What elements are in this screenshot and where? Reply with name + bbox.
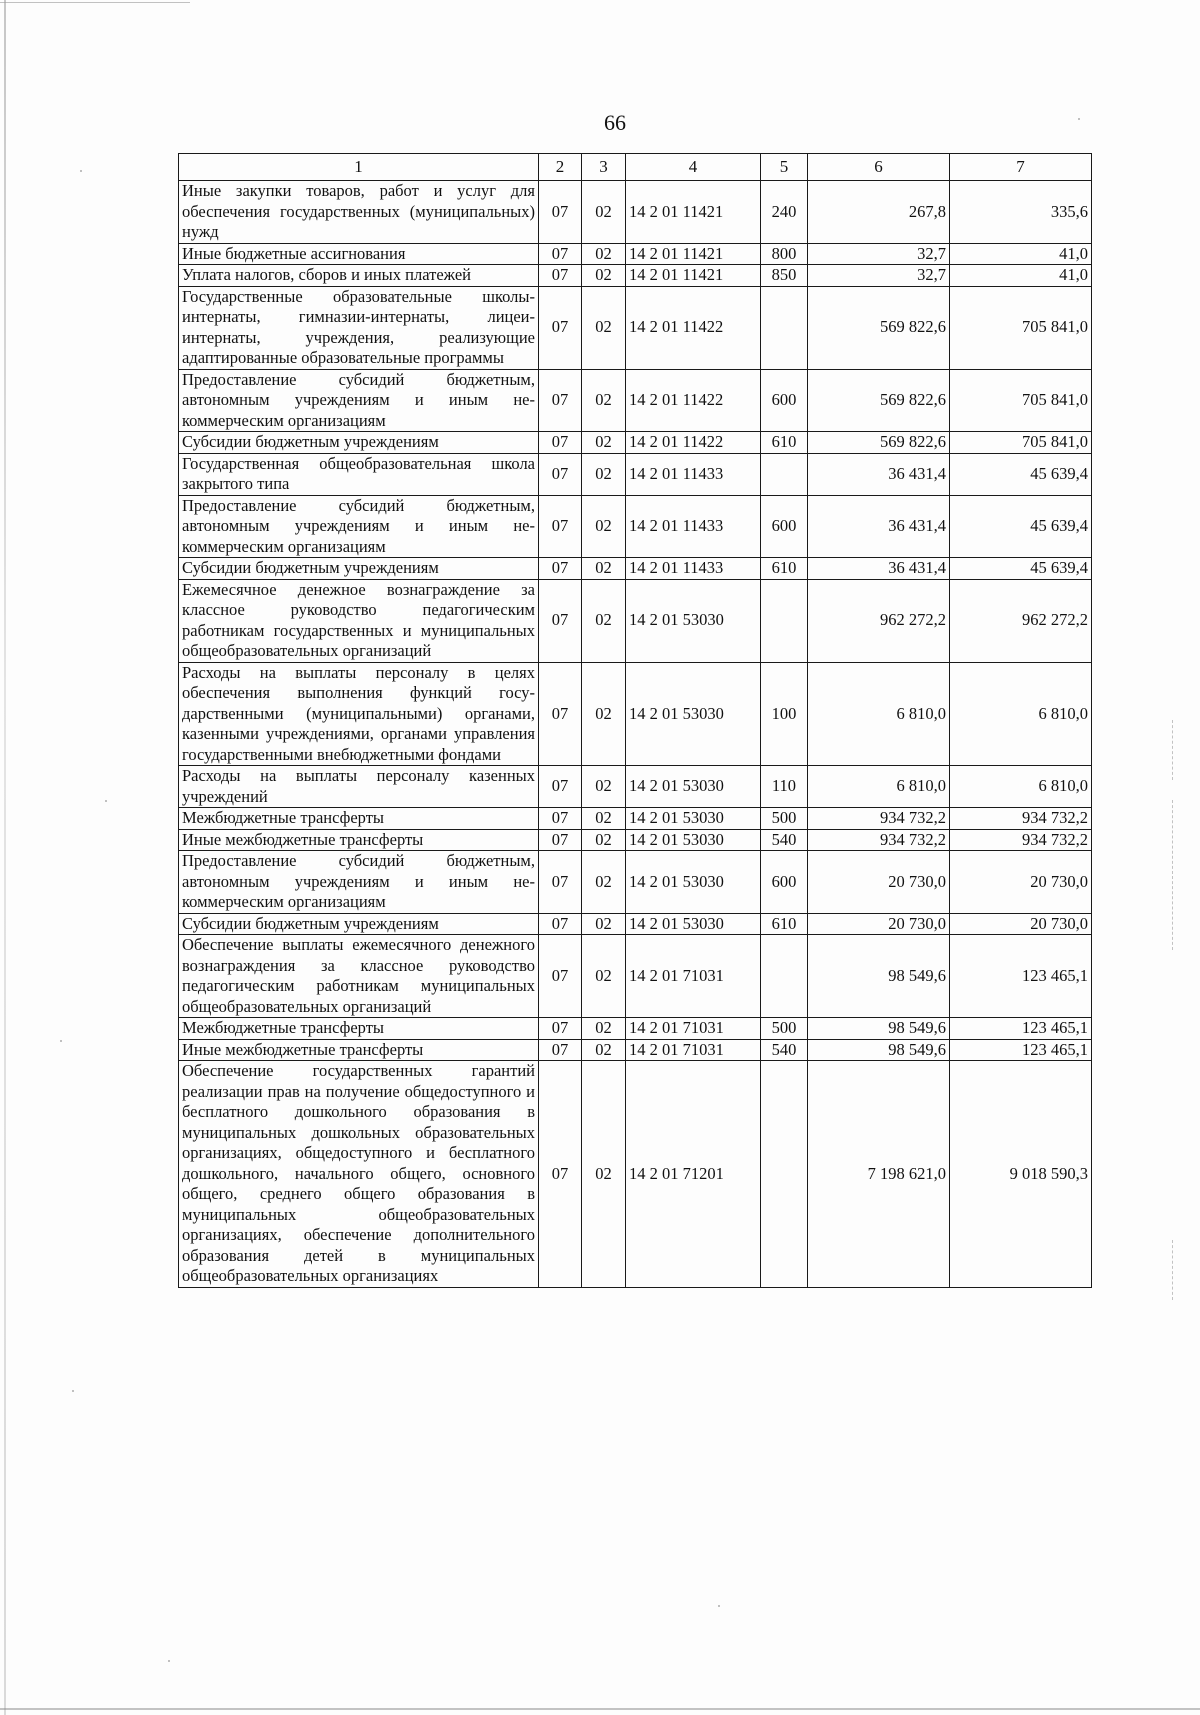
amount-year1-cell: 20 730,0	[808, 851, 950, 914]
target-article-cell: 14 2 01 71031	[626, 1018, 761, 1040]
column-header: 5	[761, 154, 808, 181]
column-header: 7	[950, 154, 1092, 181]
section-code-cell: 07	[539, 766, 582, 808]
amount-year2-cell: 41,0	[950, 243, 1092, 265]
row-name-cell: Предоставление субсидий бюджетным, автономным учреждениям и иным некоммерческим организациям	[179, 495, 539, 558]
subsection-code-cell: 02	[582, 1039, 626, 1061]
row-name-cell: Субсидии бюджетным учреждениям	[179, 432, 539, 454]
table-row	[179, 766, 1092, 808]
amount-year2-cell: 45 639,4	[950, 495, 1092, 558]
subsection-code-cell: 02	[582, 579, 626, 662]
expense-type-cell	[761, 579, 808, 662]
amount-year1-cell: 569 822,6	[808, 286, 950, 369]
amount-year2-cell: 6 810,0	[950, 766, 1092, 808]
subsection-code-cell: 02	[582, 1061, 626, 1288]
section-code-cell: 07	[539, 1039, 582, 1061]
column-header: 3	[582, 154, 626, 181]
target-article-cell: 14 2 01 71031	[626, 935, 761, 1018]
section-code-cell: 07	[539, 1018, 582, 1040]
amount-year1-cell: 36 431,4	[808, 453, 950, 495]
table-row	[179, 851, 1092, 914]
amount-year1-cell: 934 732,2	[808, 808, 950, 830]
table-body	[179, 181, 1092, 1288]
row-name-cell: Межбюджетные трансферты	[179, 1018, 539, 1040]
section-code-cell: 07	[539, 935, 582, 1018]
row-name-cell: Обеспечение выплаты ежемесячного денежного вознаграждения за классное руководство педагогическим работникам муниципальных общеобразовательных организаций	[179, 935, 539, 1018]
subsection-code-cell: 02	[582, 432, 626, 454]
target-article-cell: 14 2 01 11421	[626, 265, 761, 287]
amount-year1-cell: 934 732,2	[808, 829, 950, 851]
expense-type-cell: 500	[761, 808, 808, 830]
row-name-cell: Государственная общеобразовательная школа закрытого типа	[179, 453, 539, 495]
row-name-cell: Иные межбюджетные трансферты	[179, 1039, 539, 1061]
expense-type-cell	[761, 1061, 808, 1288]
scan-dash-mark	[1172, 1240, 1174, 1300]
subsection-code-cell: 02	[582, 286, 626, 369]
amount-year2-cell: 45 639,4	[950, 558, 1092, 580]
table-row	[179, 808, 1092, 830]
table-row	[179, 243, 1092, 265]
row-name-cell: Иные межбюджетные трансферты	[179, 829, 539, 851]
table-row	[179, 181, 1092, 244]
amount-year2-cell: 20 730,0	[950, 851, 1092, 914]
scan-speck	[718, 1605, 720, 1607]
target-article-cell: 14 2 01 11433	[626, 558, 761, 580]
subsection-code-cell: 02	[582, 766, 626, 808]
amount-year2-cell: 45 639,4	[950, 453, 1092, 495]
amount-year1-cell: 569 822,6	[808, 369, 950, 432]
amount-year1-cell: 20 730,0	[808, 913, 950, 935]
table-row	[179, 495, 1092, 558]
expense-type-cell: 610	[761, 913, 808, 935]
section-code-cell: 07	[539, 243, 582, 265]
row-name-cell: Государственные образовательные школы-интернаты, гимназии-интернаты, лицеи-интернаты, учреждения, реализующие адаптированные образовательные программы	[179, 286, 539, 369]
target-article-cell: 14 2 01 11433	[626, 453, 761, 495]
amount-year2-cell: 20 730,0	[950, 913, 1092, 935]
row-name-cell: Обеспечение государственных гарантий реализации прав на получение общедоступного и бесплатного дошкольного образования в муниципальных дошкольных образовательных организациях, общедоступного и бесплатного дошкольного, начального общего, основного общего, среднего общего образования в муниципальных общеобразовательных организациях, обеспечение дополнительного образования детей в муниципальных общеобразовательных организациях	[179, 1061, 539, 1288]
scan-edge-top	[0, 2, 190, 3]
table-row	[179, 432, 1092, 454]
amount-year1-cell: 569 822,6	[808, 432, 950, 454]
target-article-cell: 14 2 01 53030	[626, 808, 761, 830]
target-article-cell: 14 2 01 53030	[626, 851, 761, 914]
row-name-cell: Предоставление субсидий бюджетным, автономным учреждениям и иным некоммерческим организациям	[179, 851, 539, 914]
target-article-cell: 14 2 01 53030	[626, 829, 761, 851]
subsection-code-cell: 02	[582, 495, 626, 558]
column-header: 1	[179, 154, 539, 181]
table-row	[179, 913, 1092, 935]
column-header: 6	[808, 154, 950, 181]
expense-type-cell: 540	[761, 829, 808, 851]
amount-year2-cell: 123 465,1	[950, 1039, 1092, 1061]
scan-edge-bottom	[0, 1708, 1200, 1710]
target-article-cell: 14 2 01 11433	[626, 495, 761, 558]
amount-year1-cell: 98 549,6	[808, 935, 950, 1018]
table-row	[179, 935, 1092, 1018]
amount-year1-cell: 962 272,2	[808, 579, 950, 662]
scan-speck	[105, 800, 107, 802]
scan-speck	[72, 1390, 74, 1392]
table-row	[179, 829, 1092, 851]
section-code-cell: 07	[539, 558, 582, 580]
table-row	[179, 558, 1092, 580]
column-header: 4	[626, 154, 761, 181]
expense-type-cell: 850	[761, 265, 808, 287]
section-code-cell: 07	[539, 579, 582, 662]
scan-edge-left	[4, 0, 6, 1715]
table-row	[179, 662, 1092, 766]
amount-year2-cell: 962 272,2	[950, 579, 1092, 662]
table-row	[179, 265, 1092, 287]
expense-type-cell: 600	[761, 851, 808, 914]
amount-year1-cell: 98 549,6	[808, 1039, 950, 1061]
column-header: 2	[539, 154, 582, 181]
subsection-code-cell: 02	[582, 913, 626, 935]
amount-year2-cell: 705 841,0	[950, 286, 1092, 369]
amount-year2-cell: 705 841,0	[950, 369, 1092, 432]
amount-year2-cell: 934 732,2	[950, 808, 1092, 830]
amount-year2-cell: 9 018 590,3	[950, 1061, 1092, 1288]
section-code-cell: 07	[539, 265, 582, 287]
amount-year1-cell: 267,8	[808, 181, 950, 244]
amount-year2-cell: 123 465,1	[950, 1018, 1092, 1040]
amount-year2-cell: 934 732,2	[950, 829, 1092, 851]
amount-year1-cell: 32,7	[808, 243, 950, 265]
subsection-code-cell: 02	[582, 369, 626, 432]
expense-type-cell: 540	[761, 1039, 808, 1061]
section-code-cell: 07	[539, 181, 582, 244]
section-code-cell: 07	[539, 495, 582, 558]
section-code-cell: 07	[539, 453, 582, 495]
target-article-cell: 14 2 01 71031	[626, 1039, 761, 1061]
target-article-cell: 14 2 01 71201	[626, 1061, 761, 1288]
target-article-cell: 14 2 01 53030	[626, 579, 761, 662]
expense-type-cell	[761, 453, 808, 495]
subsection-code-cell: 02	[582, 558, 626, 580]
amount-year2-cell: 6 810,0	[950, 662, 1092, 766]
scan-dash-mark	[1172, 800, 1174, 950]
row-name-cell: Иные закупки товаров, работ и услуг для обеспечения государственных (муниципальных) нужд	[179, 181, 539, 244]
target-article-cell: 14 2 01 53030	[626, 766, 761, 808]
target-article-cell: 14 2 01 11421	[626, 243, 761, 265]
amount-year1-cell: 6 810,0	[808, 662, 950, 766]
row-name-cell: Уплата налогов, сборов и иных платежей	[179, 265, 539, 287]
section-code-cell: 07	[539, 808, 582, 830]
row-name-cell: Субсидии бюджетным учреждениям	[179, 913, 539, 935]
expense-type-cell: 800	[761, 243, 808, 265]
section-code-cell: 07	[539, 662, 582, 766]
expense-type-cell: 610	[761, 558, 808, 580]
expense-type-cell: 600	[761, 369, 808, 432]
table-row	[179, 579, 1092, 662]
amount-year1-cell: 7 198 621,0	[808, 1061, 950, 1288]
subsection-code-cell: 02	[582, 808, 626, 830]
subsection-code-cell: 02	[582, 243, 626, 265]
expense-type-cell	[761, 286, 808, 369]
row-name-cell: Предоставление субсидий бюджетным, автономным учреждениям и иным некоммерческим организациям	[179, 369, 539, 432]
table-row	[179, 1018, 1092, 1040]
expense-type-cell	[761, 935, 808, 1018]
target-article-cell: 14 2 01 53030	[626, 662, 761, 766]
section-code-cell: 07	[539, 432, 582, 454]
section-code-cell: 07	[539, 286, 582, 369]
budget-table	[178, 153, 1092, 1288]
table-row	[179, 1039, 1092, 1061]
section-code-cell: 07	[539, 369, 582, 432]
expense-type-cell: 100	[761, 662, 808, 766]
target-article-cell: 14 2 01 11422	[626, 369, 761, 432]
expense-type-cell: 610	[761, 432, 808, 454]
row-name-cell: Расходы на выплаты персоналу казенных учреждений	[179, 766, 539, 808]
expense-type-cell: 600	[761, 495, 808, 558]
amount-year1-cell: 36 431,4	[808, 495, 950, 558]
scan-speck	[60, 1040, 62, 1042]
subsection-code-cell: 02	[582, 851, 626, 914]
target-article-cell: 14 2 01 11421	[626, 181, 761, 244]
target-article-cell: 14 2 01 53030	[626, 913, 761, 935]
target-article-cell: 14 2 01 11422	[626, 286, 761, 369]
amount-year1-cell: 98 549,6	[808, 1018, 950, 1040]
subsection-code-cell: 02	[582, 265, 626, 287]
expense-type-cell: 240	[761, 181, 808, 244]
amount-year2-cell: 41,0	[950, 265, 1092, 287]
section-code-cell: 07	[539, 1061, 582, 1288]
table-header-row	[179, 154, 1092, 181]
amount-year2-cell: 335,6	[950, 181, 1092, 244]
amount-year2-cell: 705 841,0	[950, 432, 1092, 454]
table-row	[179, 369, 1092, 432]
subsection-code-cell: 02	[582, 662, 626, 766]
expense-type-cell: 110	[761, 766, 808, 808]
section-code-cell: 07	[539, 913, 582, 935]
subsection-code-cell: 02	[582, 1018, 626, 1040]
expense-type-cell: 500	[761, 1018, 808, 1040]
table-row	[179, 453, 1092, 495]
subsection-code-cell: 02	[582, 181, 626, 244]
row-name-cell: Ежемесячное денежное вознаграждение за классное руководство педагогическим работникам государственных и муниципальных общеобразовательных организаций	[179, 579, 539, 662]
subsection-code-cell: 02	[582, 453, 626, 495]
amount-year1-cell: 32,7	[808, 265, 950, 287]
amount-year2-cell: 123 465,1	[950, 935, 1092, 1018]
row-name-cell: Субсидии бюджетным учреждениям	[179, 558, 539, 580]
subsection-code-cell: 02	[582, 829, 626, 851]
table-row	[179, 286, 1092, 369]
section-code-cell: 07	[539, 851, 582, 914]
scan-speck	[168, 1660, 170, 1662]
row-name-cell: Иные бюджетные ассигнования	[179, 243, 539, 265]
scan-dash-mark	[1172, 720, 1174, 780]
row-name-cell: Расходы на выплаты персоналу в целях обеспечения выполнения функций государственными (муниципальными) органами, казенными учреждениями, органами управления государственными внебюджетными фондами	[179, 662, 539, 766]
table-row	[179, 1061, 1092, 1288]
row-name-cell: Межбюджетные трансферты	[179, 808, 539, 830]
amount-year1-cell: 36 431,4	[808, 558, 950, 580]
subsection-code-cell: 02	[582, 935, 626, 1018]
section-code-cell: 07	[539, 829, 582, 851]
target-article-cell: 14 2 01 11422	[626, 432, 761, 454]
amount-year1-cell: 6 810,0	[808, 766, 950, 808]
scan-speck	[80, 170, 82, 172]
page-number: 66	[604, 110, 626, 135]
